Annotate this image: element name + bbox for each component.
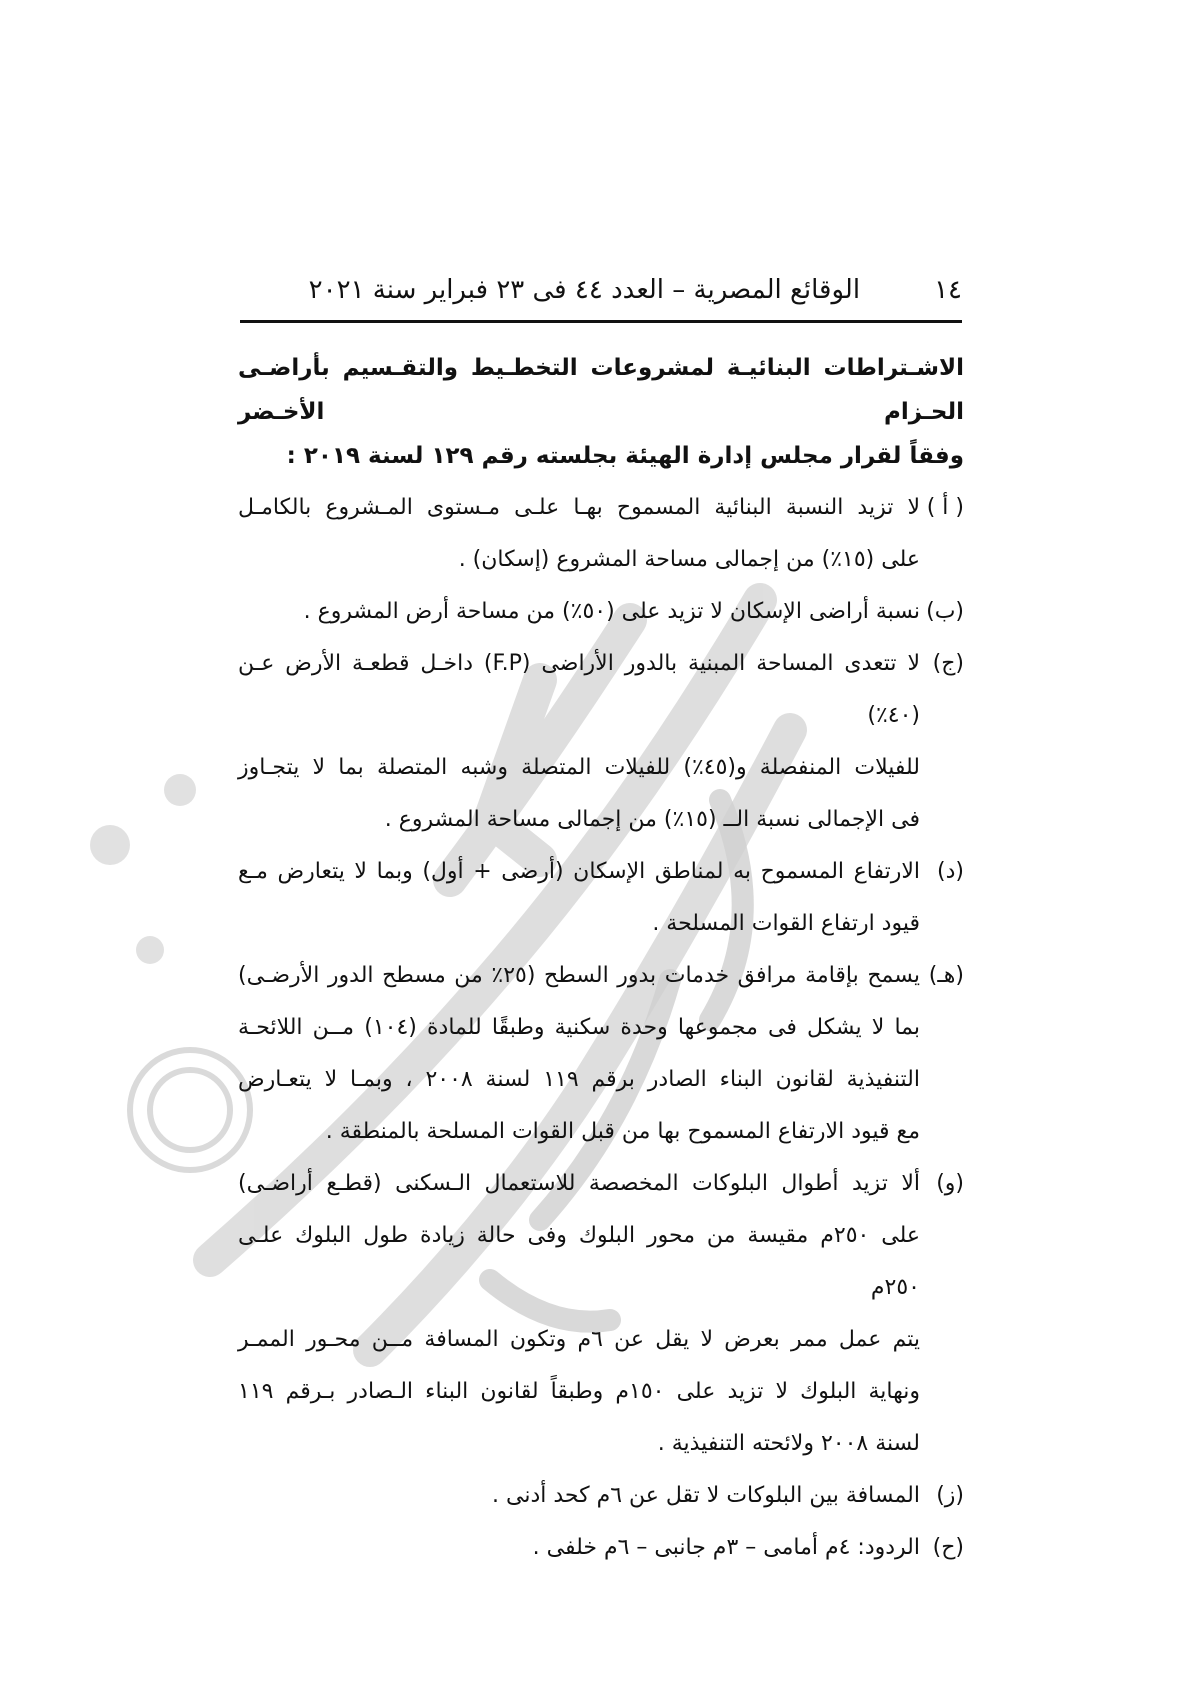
condition-item-c xyxy=(238,638,964,846)
item-text xyxy=(238,482,920,586)
item-marker: ( أ ) xyxy=(926,495,964,520)
item-marker: (د) xyxy=(937,859,964,884)
item-line: المسافة بين البلوكات لا تقل عن ٦م كحد أدنى . xyxy=(492,1483,920,1508)
item-marker: (ج) xyxy=(932,651,964,676)
item-marker: (ب) xyxy=(926,599,964,624)
item-line: فى الإجمالى نسبة الــ (١٥٪) من إجمالى مساحة المشروع . xyxy=(384,807,920,832)
item-line: الارتفاع المسموح به لمناطق الإسكان (أرضى + أول) وبما لا يتعارض مـع xyxy=(238,859,920,884)
condition-item-g xyxy=(238,1470,964,1522)
item-text xyxy=(238,1470,920,1522)
document-body xyxy=(238,346,964,1574)
condition-item-h xyxy=(238,1522,964,1574)
section-heading-line: وفقاً لقرار مجلس إدارة الهيئة بجلسته رقم ١٢٩ لسنة ٢٠١٩ : xyxy=(286,443,964,469)
page-header xyxy=(240,270,962,310)
item-line: يتم عمل ممر بعرض لا يقل عن ٦م وتكون المسافة مــن محـور الممـر xyxy=(238,1327,920,1352)
item-line: يسمح بإقامة مرافق خدمات بدور السطح (٢٥٪ من مسطح الدور الأرضـى) xyxy=(238,963,920,988)
item-marker: (ز) xyxy=(936,1483,964,1508)
item-text xyxy=(238,846,920,950)
item-line: ألا تزيد أطوال البلوكات المخصصة للاستعمال الـسكنى (قطـع أراضـى) xyxy=(238,1171,920,1196)
item-line: نسبة أراضى الإسكان لا تزيد على (٥٠٪) من مساحة أرض المشروع . xyxy=(303,599,920,624)
item-line: قيود ارتفاع القوات المسلحة . xyxy=(652,911,920,936)
item-text xyxy=(238,1158,920,1470)
condition-item-a xyxy=(238,482,964,586)
condition-item-b xyxy=(238,586,964,638)
item-line: لسنة ٢٠٠٨ ولائحته التنفيذية . xyxy=(657,1431,920,1456)
item-marker: (ح) xyxy=(932,1535,964,1560)
condition-item-e xyxy=(238,950,964,1158)
item-line: للفيلات المنفصلة و(٤٥٪) للفيلات المتصلة وشبه المتصلة بما لا يتجـاوز xyxy=(238,755,920,780)
condition-item-f xyxy=(238,1158,964,1470)
item-text xyxy=(238,586,920,638)
item-text xyxy=(238,638,920,846)
item-line: على ٢٥٠م مقيسة من محور البلوك وفى حالة زيادة طول البلوك علـى ٢٥٠م xyxy=(238,1223,920,1300)
item-line: لا تتعدى المساحة المبنية بالدور الأراضى (F.P) داخـل قطعـة الأرض عـن (٤٠٪) xyxy=(238,651,920,728)
item-text xyxy=(238,950,920,1158)
item-line: على (١٥٪) من إجمالى مساحة المشروع (إسكان) . xyxy=(458,547,920,572)
item-marker: (و) xyxy=(936,1171,964,1196)
item-line: لا تزيد النسبة البنائية المسموح بهـا علـى مـستوى المـشروع بالكامـل xyxy=(238,495,920,520)
item-marker: (هـ) xyxy=(928,963,964,988)
item-text xyxy=(238,1522,920,1574)
item-line: بما لا يشكل فى مجموعها وحدة سكنية وطبقًا للمادة (١٠٤) مــن اللائحـة xyxy=(238,1015,921,1040)
item-line: ونهاية البلوك لا تزيد على ١٥٠م وطبقاً لقانون البناء الـصادر بـرقم ١١٩ xyxy=(238,1379,921,1404)
condition-item-d xyxy=(238,846,964,950)
section-heading-line: الاشـتراطات البنائيـة لمشروعات التخطـيط والتقـسيم بأراضـى الحـزام الأخـضر xyxy=(238,355,964,425)
item-line: الردود: ٤م أمامى – ٣م جانبى – ٦م خلفى . xyxy=(532,1535,920,1560)
gazette-running-title: الوقائع المصرية – العدد ٤٤ فى ٢٣ فبراير سنة ٢٠٢١ xyxy=(308,275,861,305)
item-line: مع قيود الارتفاع المسموح بها من قبل القوات المسلحة بالمنطقة . xyxy=(325,1119,920,1144)
item-line: التنفيذية لقانون البناء الصادر برقم ١١٩ لسنة ٢٠٠٨ ، وبمـا لا يتعـارض xyxy=(238,1067,921,1092)
header-divider xyxy=(240,320,962,323)
section-heading xyxy=(238,346,964,478)
page-number: ١٤ xyxy=(934,275,962,305)
